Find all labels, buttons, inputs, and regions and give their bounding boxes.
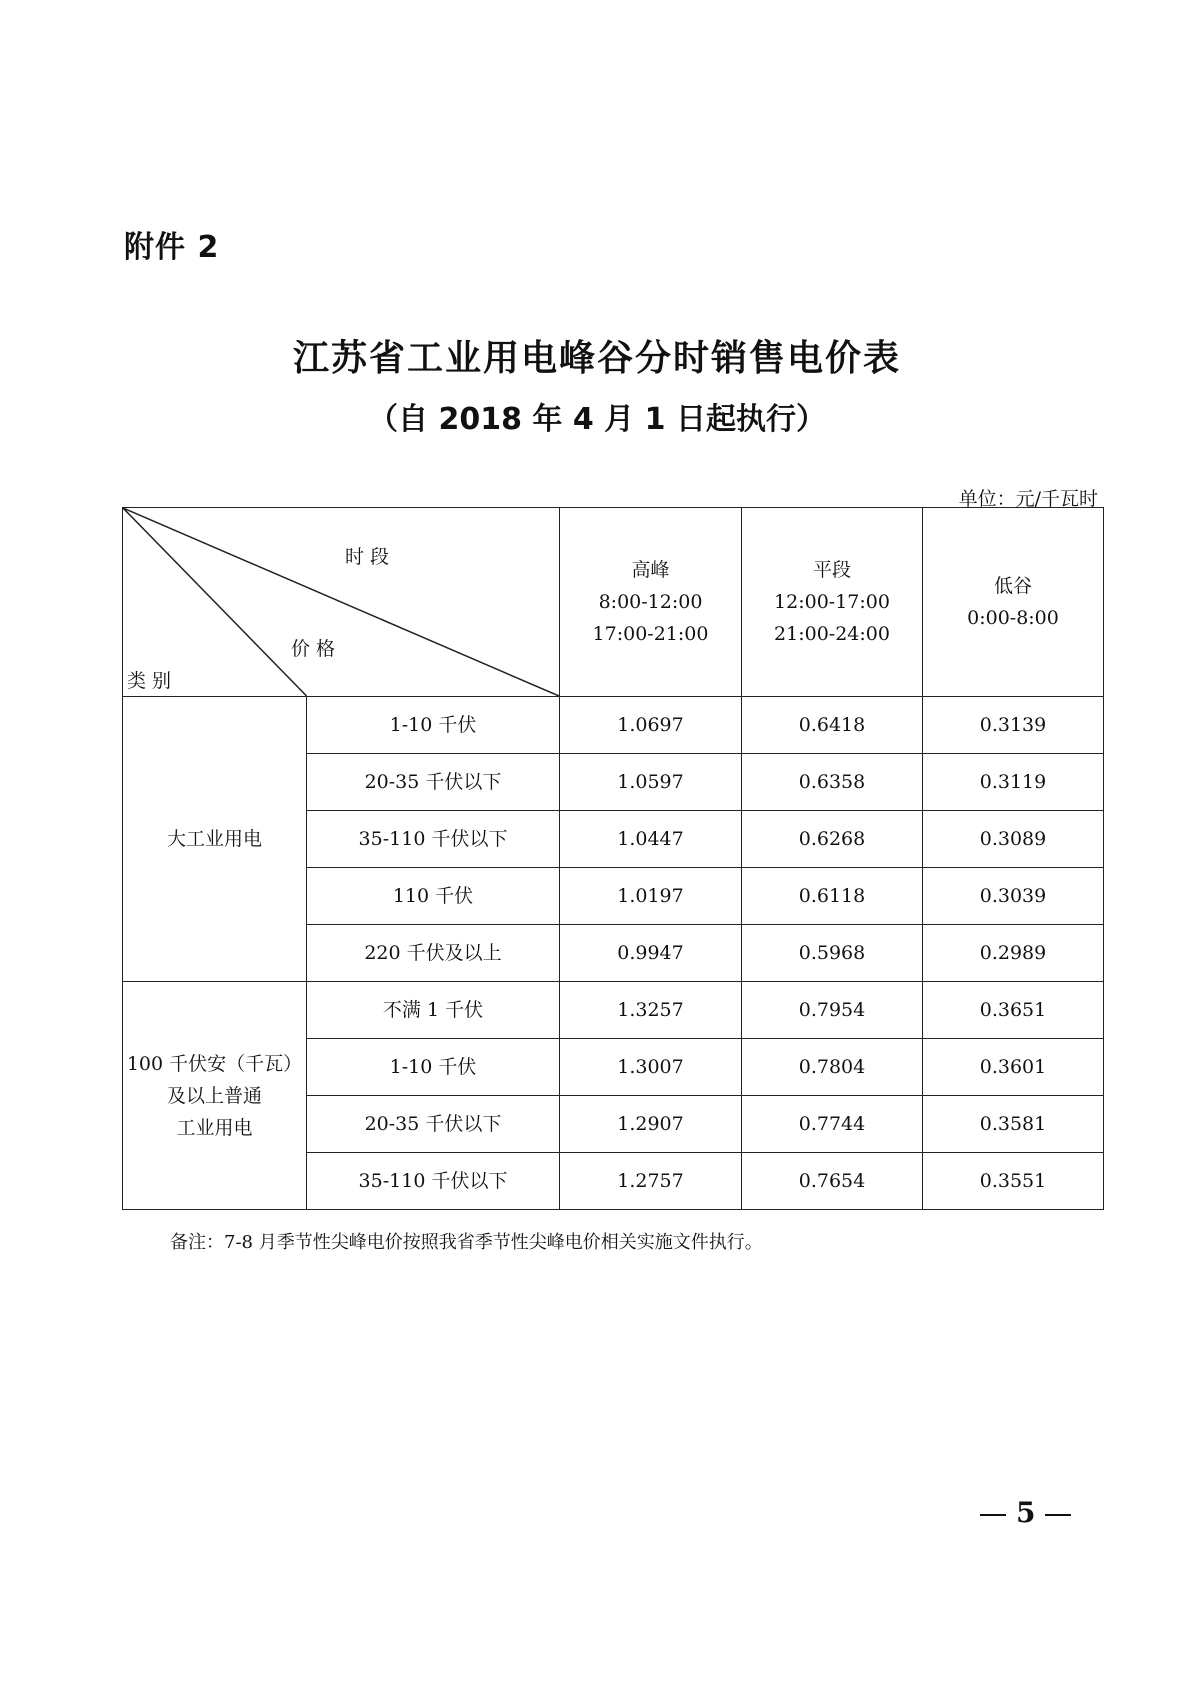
peak-price-cell: 1.3257 xyxy=(560,982,742,1039)
time-range: 17:00-21:00 xyxy=(592,623,709,645)
category-line: 100 千伏安（千瓦） xyxy=(126,1052,303,1075)
column-name: 低谷 xyxy=(993,575,1032,597)
column-name: 平段 xyxy=(812,559,851,581)
unit-label: 单位：元/千瓦时 xyxy=(958,488,1098,510)
peak-price-cell: 1.3007 xyxy=(560,1039,742,1096)
diagonal-header-cell xyxy=(123,508,560,697)
document-subtitle: （自 2018 年 4 月 1 日起执行） xyxy=(368,402,826,437)
footnote: 备注：7-8 月季节性尖峰电价按照我省季节性尖峰电价相关实施文件执行。 xyxy=(170,1232,763,1253)
valley-price-cell: 0.3601 xyxy=(923,1039,1104,1096)
valley-price-cell: 0.3119 xyxy=(923,754,1104,811)
table-row xyxy=(123,982,1104,1039)
column-header-flat xyxy=(742,508,923,697)
voltage-cell: 220 千伏及以上 xyxy=(307,925,560,982)
time-range: 21:00-24:00 xyxy=(774,623,890,645)
document-title: 江苏省工业用电峰谷分时销售电价表 xyxy=(292,338,901,379)
flat-price-cell: 0.6118 xyxy=(742,868,923,925)
peak-price-cell: 1.0597 xyxy=(560,754,742,811)
voltage-cell: 1-10 千伏 xyxy=(307,697,560,754)
flat-price-cell: 0.6358 xyxy=(742,754,923,811)
voltage-cell: 不满 1 千伏 xyxy=(307,982,560,1039)
column-header-peak xyxy=(560,508,742,697)
category-cell xyxy=(123,697,307,982)
time-period-label: 时 段 xyxy=(345,546,390,568)
voltage-cell: 20-35 千伏以下 xyxy=(307,1096,560,1153)
peak-price-cell: 1.0197 xyxy=(560,868,742,925)
peak-price-cell: 1.2757 xyxy=(560,1153,742,1210)
peak-price-cell: 1.2907 xyxy=(560,1096,742,1153)
category-line: 大工业用电 xyxy=(166,828,262,850)
dash-right xyxy=(1045,1514,1071,1516)
category-cell xyxy=(123,982,307,1210)
attachment-label: 附件 2 xyxy=(124,230,220,265)
flat-price-cell: 0.7654 xyxy=(742,1153,923,1210)
valley-price-cell: 0.3551 xyxy=(923,1153,1104,1210)
valley-price-cell: 0.3139 xyxy=(923,697,1104,754)
flat-price-cell: 0.5968 xyxy=(742,925,923,982)
peak-price-cell: 0.9947 xyxy=(560,925,742,982)
category-line: 工业用电 xyxy=(176,1116,253,1139)
table-row xyxy=(123,697,1104,754)
category-label: 类 别 xyxy=(127,670,172,692)
flat-price-cell: 0.7954 xyxy=(742,982,923,1039)
valley-price-cell: 0.2989 xyxy=(923,925,1104,982)
price-label: 价 格 xyxy=(291,638,336,660)
valley-price-cell: 0.3651 xyxy=(923,982,1104,1039)
header-row xyxy=(123,508,1104,697)
column-name: 高峰 xyxy=(631,559,670,581)
flat-price-cell: 0.6268 xyxy=(742,811,923,868)
page-number-value: 5 xyxy=(1016,1496,1036,1529)
voltage-cell: 35-110 千伏以下 xyxy=(307,811,560,868)
valley-price-cell: 0.3039 xyxy=(923,868,1104,925)
price-table xyxy=(122,507,1104,1210)
time-range: 12:00-17:00 xyxy=(774,591,890,613)
time-range: 8:00-12:00 xyxy=(598,591,703,613)
column-header-valley xyxy=(923,508,1104,697)
dash-left xyxy=(980,1514,1006,1516)
peak-price-cell: 1.0697 xyxy=(560,697,742,754)
voltage-cell: 110 千伏 xyxy=(307,868,560,925)
voltage-cell: 1-10 千伏 xyxy=(307,1039,560,1096)
diagonal-lines xyxy=(123,508,559,696)
peak-price-cell: 1.0447 xyxy=(560,811,742,868)
valley-price-cell: 0.3581 xyxy=(923,1096,1104,1153)
voltage-cell: 20-35 千伏以下 xyxy=(307,754,560,811)
valley-price-cell: 0.3089 xyxy=(923,811,1104,868)
time-range: 0:00-8:00 xyxy=(967,607,1059,629)
voltage-cell: 35-110 千伏以下 xyxy=(307,1153,560,1210)
category-line: 及以上普通 xyxy=(166,1084,262,1107)
flat-price-cell: 0.7744 xyxy=(742,1096,923,1153)
flat-price-cell: 0.6418 xyxy=(742,697,923,754)
page-number xyxy=(970,1496,1081,1529)
flat-price-cell: 0.7804 xyxy=(742,1039,923,1096)
